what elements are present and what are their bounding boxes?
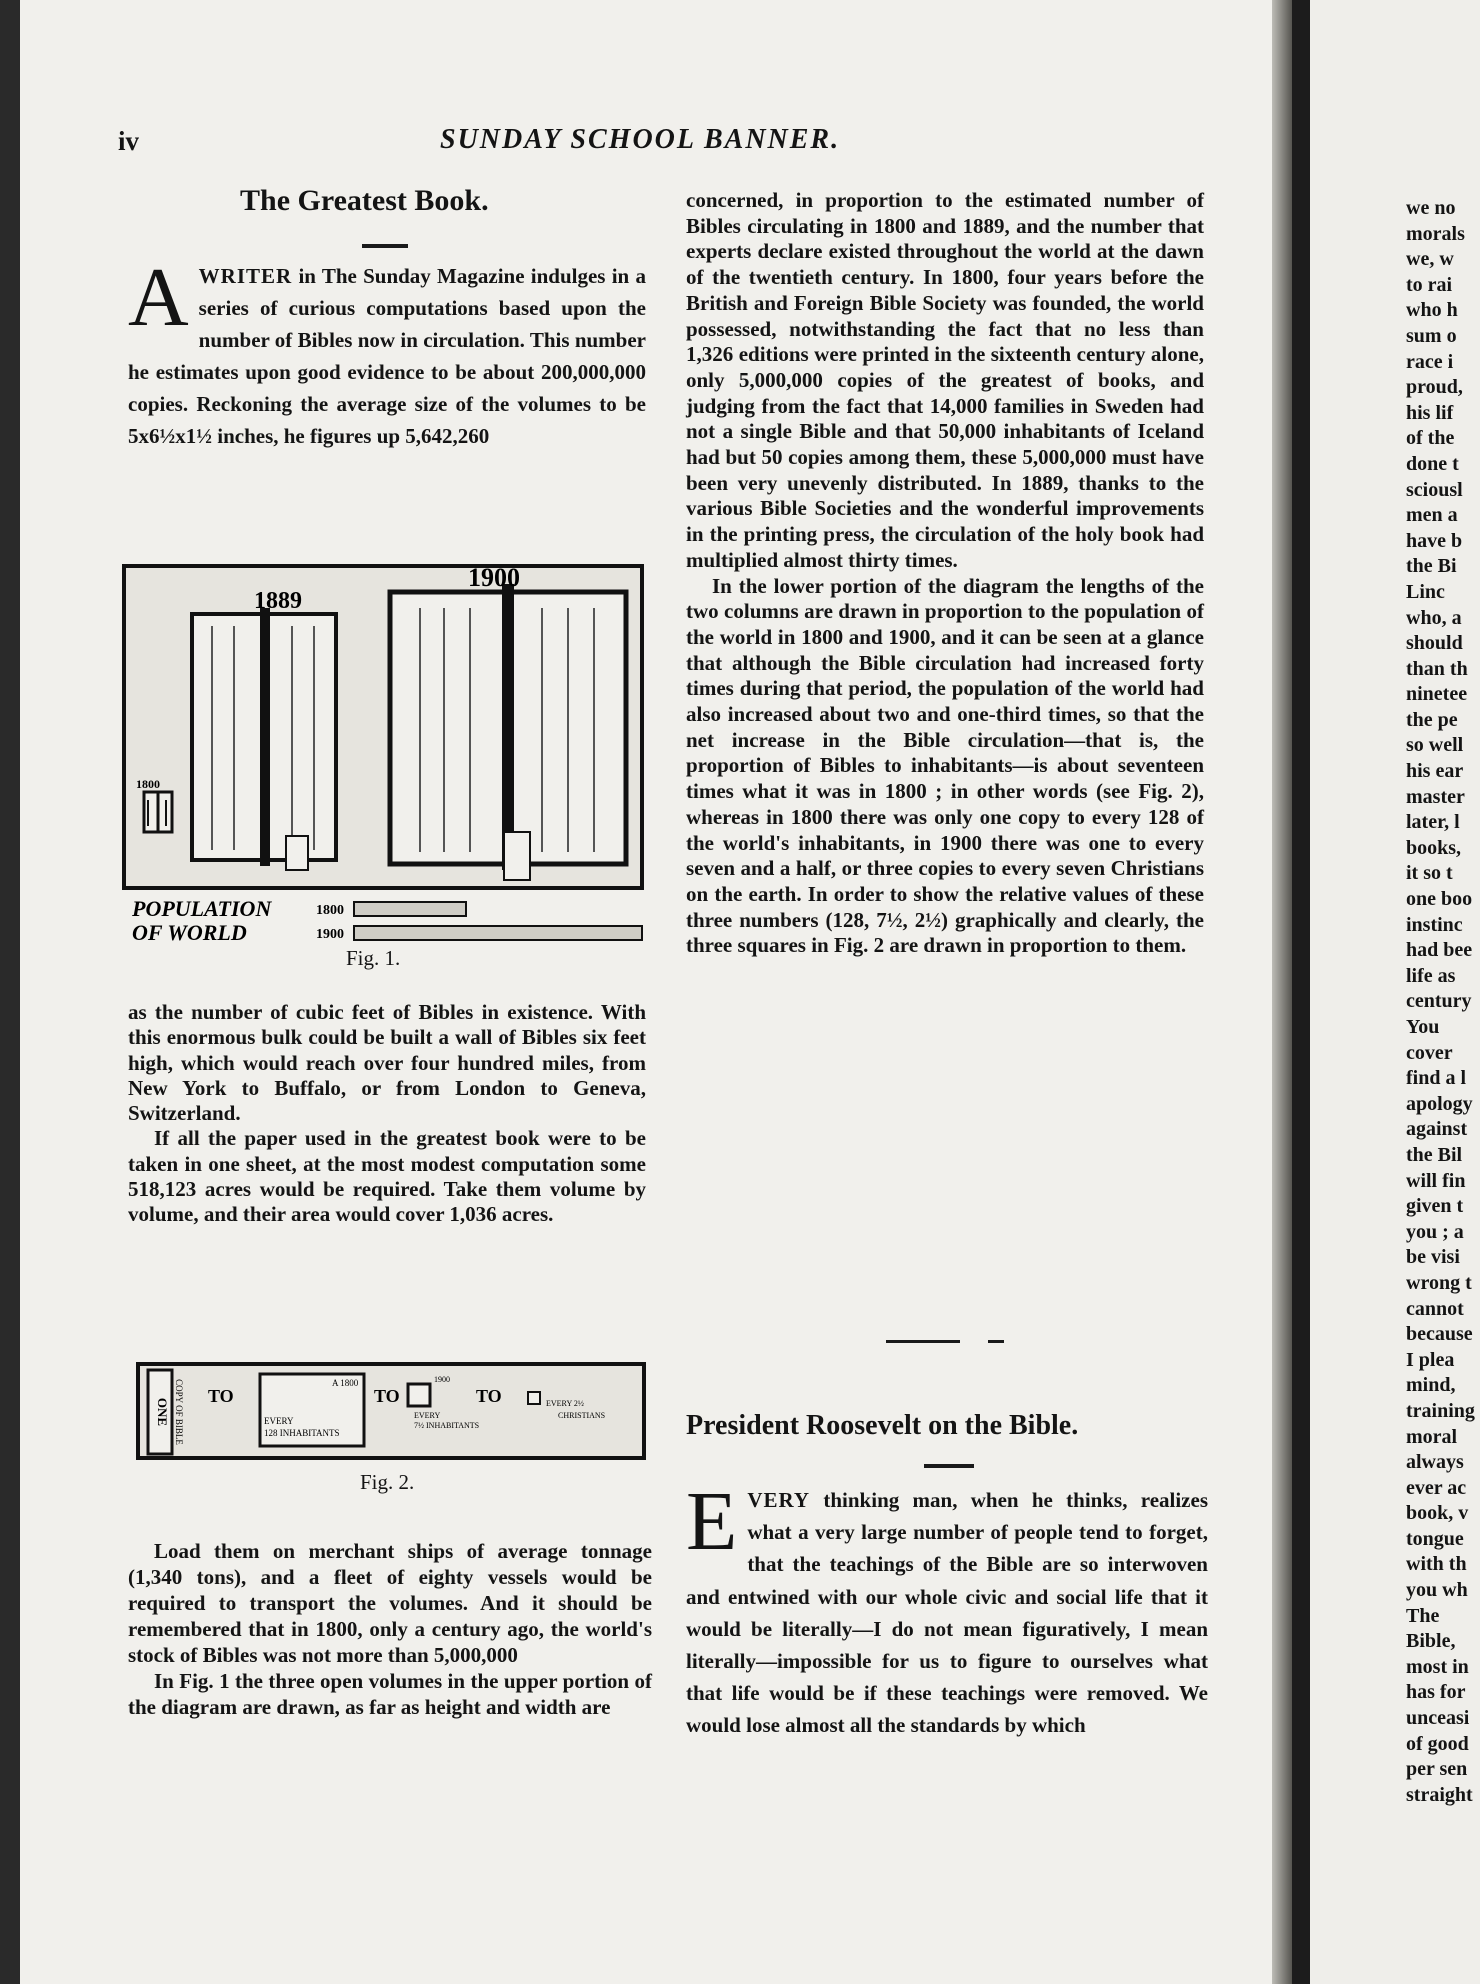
fig2-square1-label1: EVERY [264, 1416, 294, 1426]
facing-page-line: wrong t [1406, 1271, 1472, 1294]
facing-page-line: who, a [1406, 606, 1462, 629]
facing-page-line: you ; a [1406, 1220, 1464, 1243]
facing-page-line: sciousl [1406, 478, 1463, 501]
facing-page-line: life as [1406, 964, 1456, 987]
figure-1-bibles-diagram [122, 564, 644, 890]
fig2-copy-of-bible: COPY OF BIBLE [174, 1379, 184, 1445]
facing-page-line: than th [1406, 657, 1468, 680]
pop-bar-1800 [354, 902, 466, 916]
facing-page-line: most in [1406, 1655, 1469, 1678]
facing-page-line: moral [1406, 1425, 1458, 1448]
paragraph: In Fig. 1 the three open volumes in the upper portion of the diagram are drawn, as far as height and width are [128, 1669, 652, 1719]
facing-page-line: of good [1406, 1732, 1469, 1755]
facing-page-line: sum o [1406, 324, 1457, 347]
facing-page-line: cannot [1406, 1297, 1464, 1320]
running-head: SUNDAY SCHOOL BANNER. [440, 124, 841, 155]
fig1-year-1800: 1800 [136, 777, 160, 791]
facing-page-line: master [1406, 785, 1465, 808]
facing-page-line: who h [1406, 299, 1458, 322]
paragraph: in The Sunday Magazine indulges in a series of curious computations based upon the number of Bibles now in circulation. This number he estimates upon good evidence to be about 200,000,000 copies. Reckoning the average size of the volumes to be 5x6½x1½ inches, he figures up 5,642,260 [128, 264, 646, 448]
facing-page-line: had bee [1406, 939, 1473, 962]
facing-page-line: later, l [1406, 811, 1460, 834]
facing-page-line: should [1406, 632, 1463, 655]
article-title-greatest-book: The Greatest Book. [240, 184, 489, 217]
facing-page-line: we no [1406, 197, 1456, 219]
facing-page-line: cover [1406, 1041, 1453, 1064]
fig2-square1-label2: 128 INHABITANTS [264, 1428, 340, 1438]
fig2-square2-year: 1900 [434, 1375, 450, 1384]
page-gutter [1272, 0, 1292, 1984]
facing-page-line: mind, [1406, 1374, 1456, 1397]
facing-page-line: straight [1406, 1783, 1473, 1806]
page-number: iv [118, 126, 140, 156]
article-title-roosevelt: President Roosevelt on the Bible. [686, 1410, 1079, 1441]
fig2-square3-label1: EVERY 2½ [546, 1399, 584, 1408]
facing-page [1310, 0, 1480, 1984]
facing-page-line: Linc [1406, 580, 1445, 603]
article1-column2 [686, 188, 1204, 959]
pop-year-1800: 1800 [316, 903, 344, 918]
article2-body [686, 1475, 1208, 1742]
facing-page-line: given t [1406, 1195, 1464, 1218]
facing-page-line: morals [1406, 222, 1465, 245]
paragraph: In the lower portion of the diagram the lengths of the two columns are drawn in proportion to the population of the world in 1800 and 1900, and it can be seen at a glance that although the Bible circulation had increased forty times during that period, the population of the world had also increased about two and one-third times, so that the net increase in the Bible circulation—that is, the proportion of Bibles to inhabitants—is about seventeen times what it was in 1800 ; in other words (see Fig. 2), whereas in 1800 there was only one copy to every 128 of the world's inhabitants, in 1900 there was one to every seven and a half, or three copies to every seven Christians on the earth. In order to show the relative values of these three numbers (128, 7½, 2½) graphically and clearly, the three squares in Fig. 2 are drawn in proportion to them. [686, 573, 1204, 958]
facing-page-line: be visi [1406, 1246, 1460, 1269]
facing-page-line: men a [1406, 504, 1458, 527]
facing-page-line: has for [1406, 1681, 1466, 1704]
lead-word: WRITER [198, 264, 293, 288]
facing-page-line: done t [1406, 452, 1459, 475]
facing-page-line: his ear [1406, 760, 1464, 783]
article1-intro [128, 251, 646, 452]
facing-page-line: the Bil [1406, 1143, 1463, 1166]
fig2-to-2: TO [374, 1386, 400, 1406]
fig2-square2-label2: 7½ INHABITANTS [414, 1421, 480, 1430]
facing-page-line: instinc [1406, 913, 1463, 936]
facing-page-line: one boo [1406, 888, 1473, 911]
fig2-square1-year: A 1800 [332, 1378, 359, 1388]
fig1-year-1889: 1889 [254, 588, 302, 614]
fig2-to-3: TO [476, 1386, 502, 1406]
facing-page-line: the pe [1406, 708, 1458, 731]
facing-page-line: proud, [1406, 376, 1463, 399]
facing-page-line: unceasi [1406, 1707, 1470, 1730]
facing-page-line: You [1406, 1016, 1440, 1038]
facing-page-line: I plea [1406, 1348, 1455, 1371]
paragraph: concerned, in proportion to the estimated number of Bibles circulating in 1800 and 1889, and the number that experts declare existed throughout the world at the dawn of the twentieth century. In 1800, four years before the British and Foreign Bible Society was founded, the world possessed, notwithstanding the fact that no less than 1,326 editions were printed in the sixteenth century alone, only 5,000,000 copies of the greatest of books, and judging from the fact that 14,000 families in Sweden had not a single Bible and that 50,000 inhabitants of Iceland had but 50 copies among them, these 5,000,000 must have been very unevenly distributed. In 1889, thanks to the various Bible Societies and the wonderful improvements in the printing press, the circulation of the holy book had multiplied almost thirty times. [686, 188, 1204, 572]
fig2-square2-label1: EVERY [414, 1411, 441, 1420]
article1-column1-middle [128, 1000, 646, 1228]
facing-page-line: you wh [1406, 1579, 1468, 1602]
section-rule [886, 1340, 960, 1343]
paragraph: as the number of cubic feet of Bibles in existence. With this enormous bulk could be built a wall of Bibles six feet high, which would reach over four hundred miles, from New York to Buffalo, or from London to Geneva, Switzerland. [128, 1000, 646, 1126]
book-spine [1292, 0, 1310, 1984]
dropcap: A [128, 251, 189, 344]
pop-bar-1900 [354, 926, 642, 940]
facing-page-line: books, [1406, 836, 1462, 859]
facing-page-line: against [1406, 1118, 1468, 1141]
title-rule [924, 1464, 974, 1468]
fig2-to-1: TO [208, 1386, 234, 1406]
figure-2-caption: Fig. 2. [360, 1470, 415, 1494]
facing-page-line: training [1406, 1399, 1475, 1422]
title-rule [362, 244, 408, 248]
facing-page-line: so well [1406, 734, 1464, 757]
pop-year-1900: 1900 [316, 927, 344, 942]
facing-page-line: The [1406, 1604, 1440, 1627]
facing-page-line: always [1406, 1451, 1464, 1474]
figure-1-caption: Fig. 1. [346, 946, 401, 970]
fig2-one: ONE [155, 1397, 170, 1427]
figure-2-squares-diagram [136, 1362, 646, 1460]
dropcap: E [686, 1475, 738, 1568]
population-label-line1: POPULATION [132, 896, 272, 921]
facing-page-line: century [1406, 990, 1472, 1013]
facing-page-line: race i [1406, 350, 1454, 373]
facing-page-line: the Bi [1406, 555, 1457, 578]
facing-page-line: find a l [1406, 1067, 1467, 1090]
facing-page-line: to rai [1406, 273, 1453, 296]
section-rule-dash [988, 1340, 1004, 1343]
facing-page-line: Bible, [1406, 1630, 1456, 1653]
facing-page-line: tongue [1406, 1527, 1464, 1550]
paragraph: thinking man, when he thinks, realizes what a very large number of people tend to forget, that the teachings of the Bible are so interwoven and entwined with our whole civic and social life that it would be literally—I do not mean figuratively, I mean literally—impossible for us to figure to ourselves what that life would be if these teachings were removed. We would lose almost all the standards by which [686, 1488, 1208, 1738]
population-label-line2: OF WORLD [132, 920, 247, 944]
facing-page-line: with th [1406, 1553, 1467, 1576]
fig2-square3-label2: CHRISTIANS [558, 1411, 606, 1420]
article1-column1-bottom [128, 1538, 652, 1720]
facing-page-line: it so t [1406, 862, 1453, 885]
facing-page-line: of the [1406, 427, 1455, 450]
paragraph: If all the paper used in the greatest book were to be taken in one sheet, at the most modest computation some 518,123 acres would be required. Take them volume by volume, and their area would cover 1,036 acres. [128, 1126, 646, 1227]
facing-page-line: we, w [1406, 248, 1454, 271]
facing-page-line: his lif [1406, 401, 1454, 424]
paragraph: Load them on merchant ships of average tonnage (1,340 tons), and a fleet of eighty vessels would be required to transport the volumes. And it should be remembered that in 1800, only a century ago, the world's stock of Bibles was not more than 5,000,000 [128, 1539, 652, 1667]
facing-page-line: apology [1406, 1092, 1473, 1115]
facing-page-text [1406, 196, 1480, 1808]
fig2-square-1900 [408, 1384, 430, 1406]
facing-page-line: book, v [1406, 1502, 1469, 1525]
facing-page-line: ever ac [1406, 1476, 1467, 1499]
facing-page-line: have b [1406, 529, 1463, 552]
facing-page-line: per sen [1406, 1758, 1468, 1781]
facing-page-line: will fin [1406, 1169, 1466, 1192]
fig2-square-christians [528, 1392, 540, 1404]
lead-word: VERY [747, 1488, 811, 1512]
figure-1-population-bars [132, 896, 648, 944]
facing-page-line: ninetee [1406, 683, 1468, 706]
fig1-year-1900: 1900 [468, 564, 520, 592]
facing-page-line: because [1406, 1323, 1473, 1346]
